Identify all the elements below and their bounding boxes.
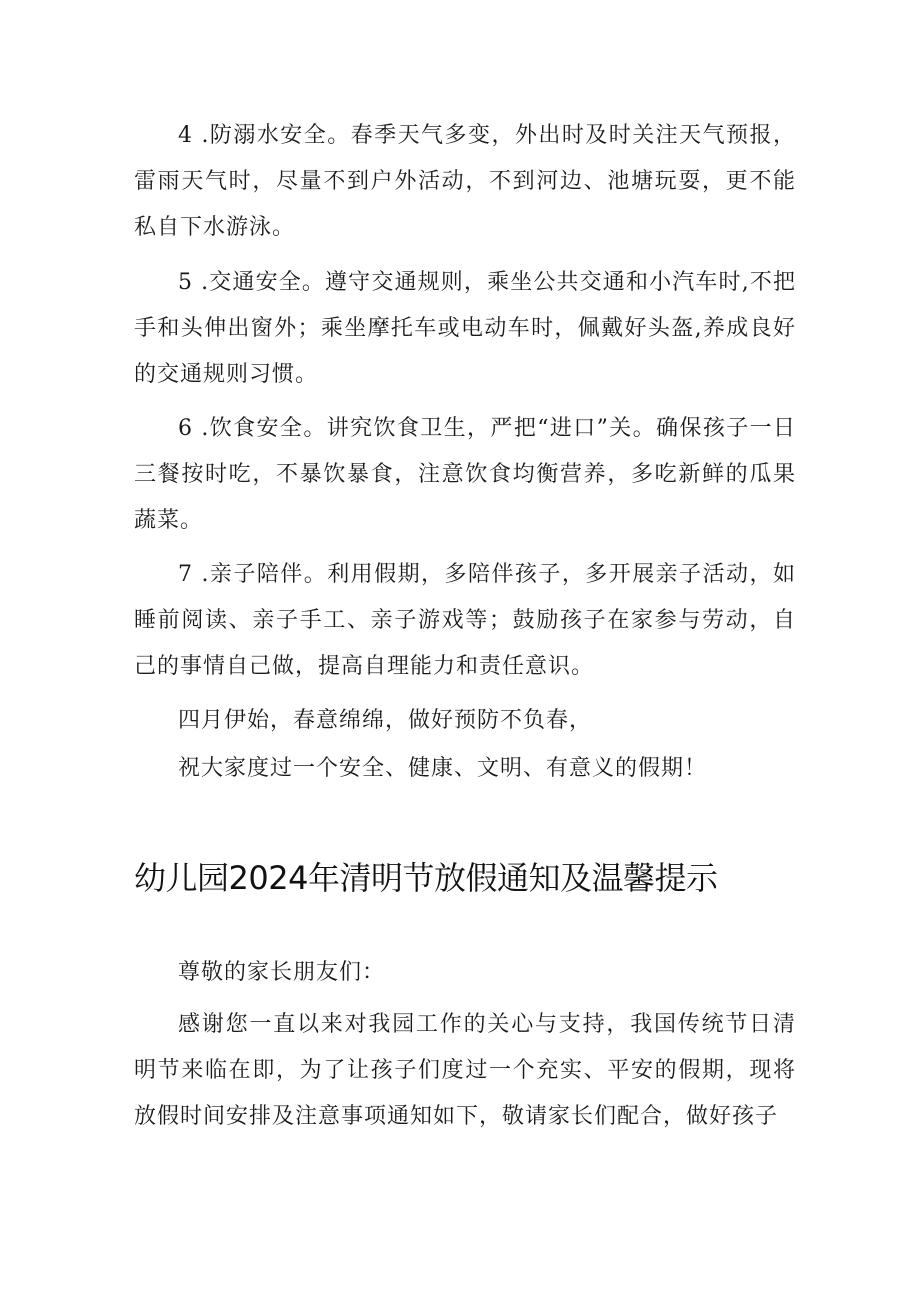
closing-line-2: 祝大家度过一个安全、健康、文明、有意义的假期！ — [178, 756, 708, 781]
notice-title: 幼儿园2024年清明节放假通知及温馨提示 — [134, 859, 718, 897]
item-parent-child-companionship: 7 .亲子陪伴。利用假期，多陪伴孩子，多开展亲子活动，如睡前阅读、亲子手工、亲子游戏等；鼓励孩子在家参与劳动，自己的事情自己做，提高自理能力和责任意识。 — [134, 562, 796, 679]
item-food-safety: 6 .饮食安全。讲究饮食卫生，严把“进口”关。确保孩子一日三餐按时吃，不暴饮暴食，注意饮食均衡营养，多吃新鲜的瓜果蔬菜。 — [134, 416, 796, 533]
salutation: 尊敬的家长朋友们： — [178, 960, 386, 985]
closing-line-1: 四月伊始，春意绵绵，做好预防不负春， — [178, 708, 593, 733]
intro-paragraph: 感谢您一直以来对我园工作的关心与支持，我国传统节日清明节来临在即，为了让孩子们度过一个充实、平安的假期，现将放假时间安排及注意事项通知如下，敬请家长们配合，做好孩子 — [134, 1012, 796, 1129]
item-drowning-safety: 4 .防溺水安全。春季天气多变，外出时及时关注天气预报，雷雨天气时，尽量不到户外活动，不到河边、池塘玩耍，更不能私自下水游泳。 — [134, 123, 796, 240]
item-traffic-safety: 5 .交通安全。遵守交通规则，乘坐公共交通和小汽车时,不把手和头伸出窗外；乘坐摩托车或电动车时，佩戴好头盔,养成良好的交通规则习惯。 — [134, 270, 796, 387]
